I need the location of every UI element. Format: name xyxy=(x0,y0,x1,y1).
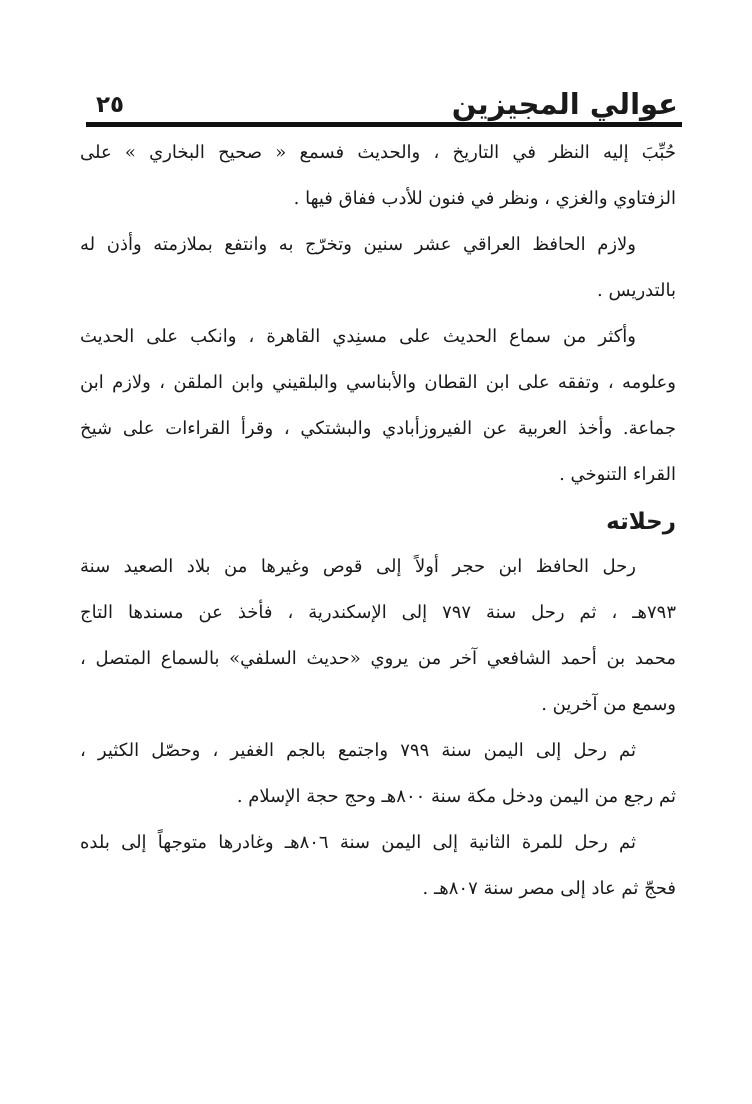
text-line: حُبِّبَ إليه النظر في التاريخ ، والحديث فسمع « صحيح البخاري » على xyxy=(80,142,676,163)
text-line: محمد بن أحمد الشافعي آخر من يروي «حديث السلفي» بالسماع المتصل ، xyxy=(80,648,676,669)
text-line: بالتدريس . xyxy=(597,280,676,301)
page-body xyxy=(80,130,676,912)
header-divider xyxy=(86,122,682,127)
text-line: ٧٩٣هـ ، ثم رحل سنة ٧٩٧ إلى الإسكندرية ، فأخذ عن مسندها التاج xyxy=(80,602,676,623)
text-line: جماعة. وأخذ العربية عن الفيروزأبادي والبشتكي ، وقرأ القراءات على شيخ xyxy=(80,418,676,439)
text-line: وسمع من آخرين . xyxy=(541,694,676,715)
section-heading: رحلاته xyxy=(606,509,676,535)
text-line: فحجّ ثم عاد إلى مصر سنة ٨٠٧هـ . xyxy=(422,878,676,899)
text-line: الزفتاوي والغزي ، ونظر في فنون للأدب ففاق فيها . xyxy=(293,188,676,209)
text-line: وعلومه ، وتفقه على ابن القطان والأبناسي والبلقيني وابن الملقن ، ولازم ابن xyxy=(80,372,676,393)
page-header xyxy=(86,86,682,126)
text-line: ولازم الحافظ العراقي عشر سنين وتخرّج به وانتفع بملازمته وأذن له xyxy=(80,234,636,255)
page-number: ٢٥ xyxy=(96,92,125,118)
text-line: القراء التنوخي . xyxy=(559,464,676,485)
text-line: ثم رحل إلى اليمن سنة ٧٩٩ واجتمع بالجم الغفير ، وحصّل الكثير ، xyxy=(80,740,636,761)
text-line: ثم رجع من اليمن ودخل مكة سنة ٨٠٠هـ وحج حجة الإسلام . xyxy=(236,786,676,807)
text-line: وأكثر من سماع الحديث على مسنِدي القاهرة ، وانكب على الحديث xyxy=(80,326,636,347)
text-line: رحل الحافظ ابن حجر أولاً إلى قوص وغيرها من بلاد الصعيد سنة xyxy=(80,556,636,577)
text-line: ثم رحل للمرة الثانية إلى اليمن سنة ٨٠٦هـ وغادرها متوجهاً إلى بلده xyxy=(80,832,637,853)
book-title: عوالي المجيزين xyxy=(451,87,678,121)
